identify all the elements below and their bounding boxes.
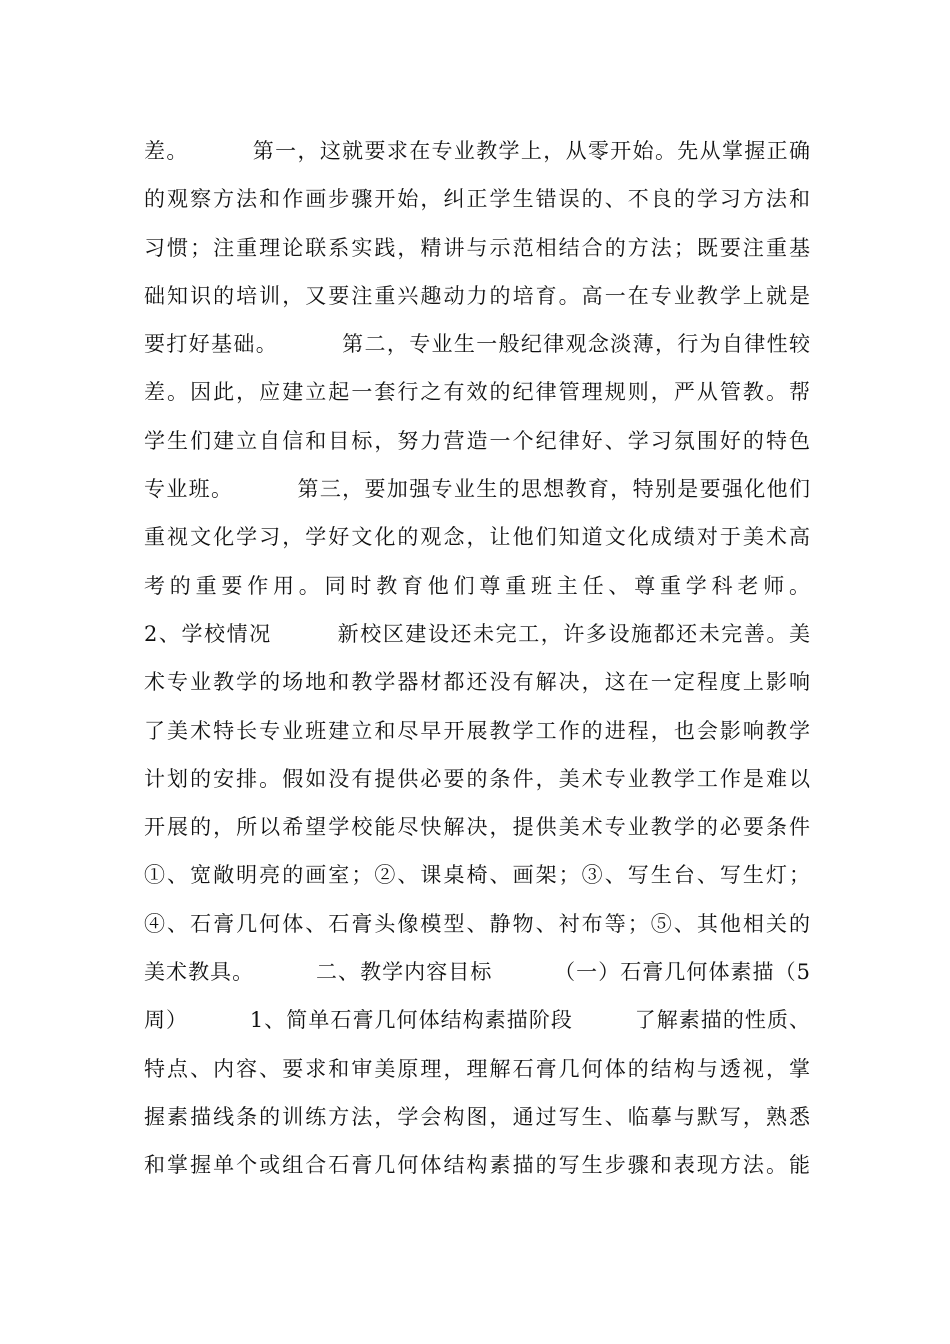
body-text xyxy=(144,127,810,1190)
text-line: 握素描线条的训练方法，学会构图，通过写生、临摹与默写，熟悉 xyxy=(144,1104,810,1129)
text-line: 2、学校情况 新校区建设还未完工，许多设施都还未完善。美 xyxy=(144,621,810,646)
text-line: 开展的，所以希望学校能尽快解决，提供美术专业教学的必要条件 xyxy=(144,815,810,840)
text-line: ④、石膏几何体、石膏头像模型、静物、衬布等；⑤、其他相关的 xyxy=(144,911,810,936)
text-line: 要打好基础。 第二，专业生一般纪律观念淡薄，行为自律性较 xyxy=(144,332,810,357)
text-line: 重视文化学习，学好文化的观念，让他们知道文化成绩对于美术高 xyxy=(144,525,810,550)
text-line: 和掌握单个或组合石膏几何体结构素描的写生步骤和表现方法。能 xyxy=(144,1153,810,1178)
text-line: ①、宽敞明亮的画室；②、课桌椅、画架；③、写生台、写生灯； xyxy=(144,863,810,888)
text-line: 学生们建立自信和目标，努力营造一个纪律好、学习氛围好的特色 xyxy=(144,428,810,453)
text-line: 周） 1、简单石膏几何体结构素描阶段 了解素描的性质、 xyxy=(144,1008,810,1033)
text-line: 考的重要作用。同时教育他们尊重班主任、尊重学科老师。 xyxy=(144,573,810,598)
text-line: 差。因此，应建立起一套行之有效的纪律管理规则，严从管教。帮 xyxy=(144,380,810,405)
text-line: 的观察方法和作画步骤开始，纠正学生错误的、不良的学习方法和 xyxy=(144,187,810,212)
text-line: 础知识的培训，又要注重兴趣动力的培育。高一在专业教学上就是 xyxy=(144,283,810,308)
text-line: 习惯；注重理论联系实践，精讲与示范相结合的方法；既要注重基 xyxy=(144,235,810,260)
text-line: 差。 第一，这就要求在专业教学上，从零开始。先从掌握正确 xyxy=(144,139,810,163)
text-line: 美术教具。 二、教学内容目标 （一）石膏几何体素描（5 xyxy=(144,960,810,985)
text-line: 了美术特长专业班建立和尽早开展教学工作的进程，也会影响教学 xyxy=(144,718,810,743)
text-line: 计划的安排。假如没有提供必要的条件，美术专业教学工作是难以 xyxy=(144,766,810,791)
text-line: 特点、内容、要求和审美原理，理解石膏几何体的结构与透视，掌 xyxy=(144,1056,810,1081)
text-line: 专业班。 第三，要加强专业生的思想教育，特别是要强化他们 xyxy=(144,477,810,502)
text-line: 术专业教学的场地和教学器材都还没有解决，这在一定程度上影响 xyxy=(144,670,810,695)
